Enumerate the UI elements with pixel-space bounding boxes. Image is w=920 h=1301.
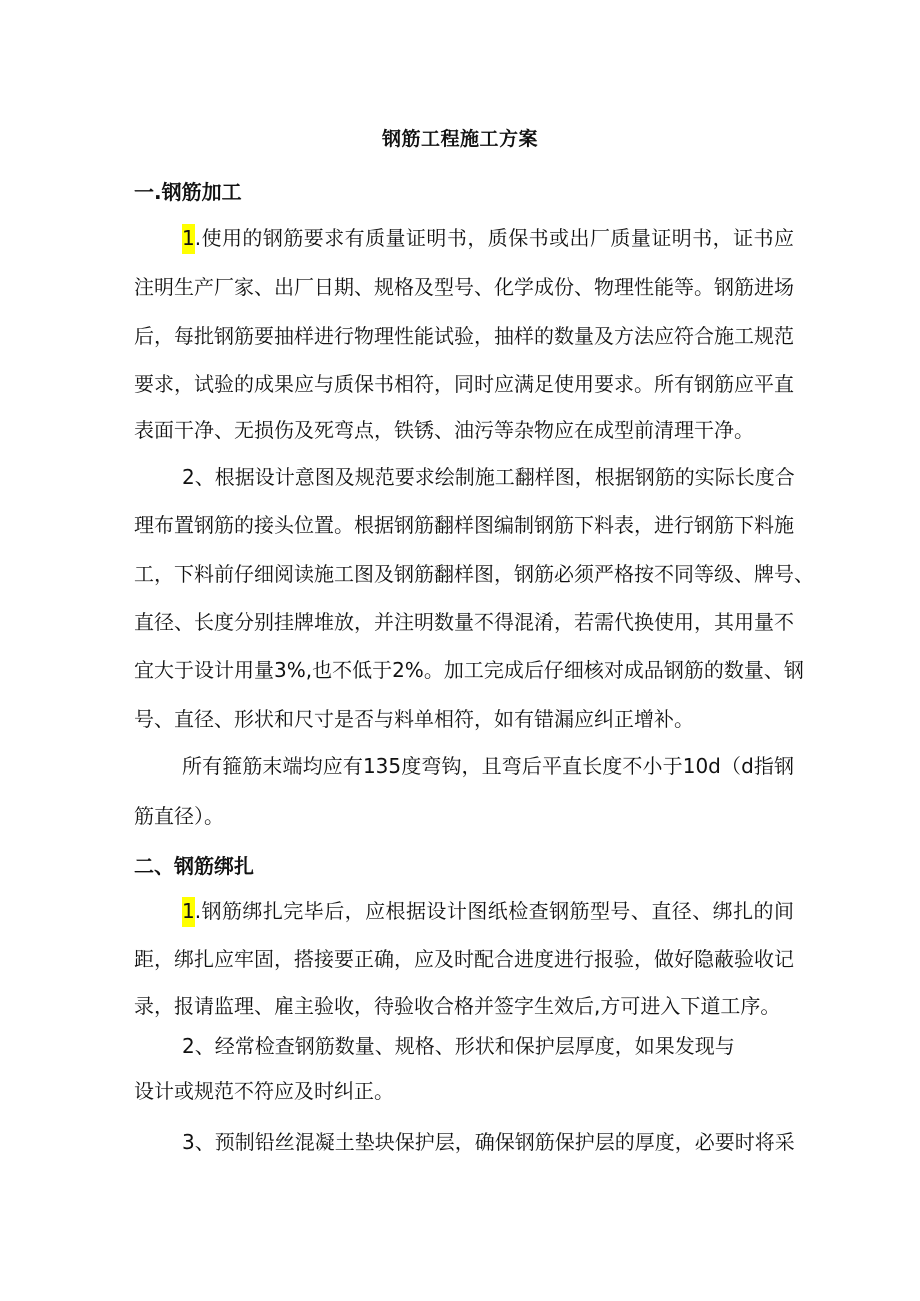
paragraph-line: 距，绑扎应牢固，搭接要正确，应及时配合进度进行报验，做好隐蔽验收记: [134, 947, 794, 971]
paragraph-line: 所有箍筋末端均应有135度弯钩，且弯后平直长度不小于10d（d指钢: [182, 754, 794, 778]
highlighted-number: 1: [182, 224, 195, 254]
paragraph-line: 要求，试验的成果应与质保书相符，同时应满足使用要求。所有钢筋应平直: [134, 372, 794, 396]
section-heading-2: 二、钢筋绑扎: [134, 854, 254, 878]
paragraph-line: 3、预制铅丝混凝土垫块保护层，确保钢筋保护层的厚度，必要时将采: [182, 1130, 795, 1154]
paragraph-line: 工，下料前仔细阅读施工图及钢筋翻样图，钢筋必须严格按不同等级、牌号、: [134, 562, 814, 586]
paragraph-line: 理布置钢筋的接头位置。根据钢筋翻样图编制钢筋下料表，进行钢筋下料施: [134, 513, 794, 537]
paragraph-line: [182, 224, 794, 252]
highlighted-number: 1: [182, 897, 195, 927]
document-title: 钢筋工程施工方案: [381, 128, 538, 150]
paragraph-line: 2、经常检查钢筋数量、规格、形状和保护层厚度，如果发现与: [182, 1034, 735, 1058]
paragraph-line: 筋直径）。: [134, 804, 224, 828]
paragraph-line: 直径、长度分别挂牌堆放，并注明数量不得混淆，若需代换使用，其用量不: [134, 610, 794, 634]
line-text: .钢筋绑扎完毕后，应根据设计图纸检查钢筋型号、直径、绑扎的间: [194, 899, 794, 923]
paragraph-line: 后，每批钢筋要抽样进行物理性能试验，抽样的数量及方法应符合施工规范: [134, 324, 794, 348]
paragraph-line: 2、根据设计意图及规范要求绘制施工翻样图，根据钢筋的实际长度合: [182, 465, 795, 489]
paragraph-line: 录，报请监理、雇主验收，待验收合格并签字生效后,方可进入下道工序。: [134, 994, 781, 1018]
section-heading-1: 一.钢筋加工: [134, 180, 242, 204]
line-text: .使用的钢筋要求有质量证明书，质保书或出厂质量证明书，证书应: [194, 226, 794, 250]
paragraph-line: 注明生产厂家、出厂日期、规格及型号、化学成份、物理性能等。钢筋进场: [134, 275, 794, 299]
paragraph-line: 宜大于设计用量3%,也不低于2%。加工完成后仔细核对成品钢筋的数量、钢: [134, 658, 804, 682]
paragraph-line: 号、直径、形状和尺寸是否与料单相符，如有错漏应纠正增补。: [134, 707, 694, 731]
paragraph-line: 设计或规范不符应及时纠正。: [134, 1079, 394, 1103]
paragraph-line: 表面干净、无损伤及死弯点，铁锈、油污等杂物应在成型前清理干净。: [134, 418, 754, 442]
paragraph-line: [182, 897, 794, 925]
